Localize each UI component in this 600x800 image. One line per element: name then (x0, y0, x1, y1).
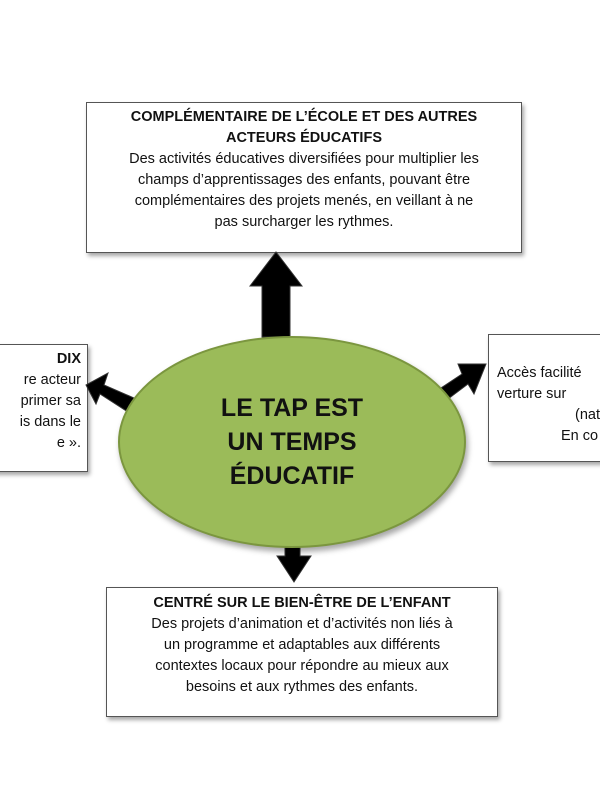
central-label (221, 391, 363, 493)
central-label-line: LE TAP EST (220, 394, 364, 422)
bottom-box-body-line: Des projets d’animation et d’activités non liés à (151, 616, 453, 632)
central-ellipse (118, 336, 466, 548)
top-box-title-line: COMPLÉMENTAIRE DE L’ÉCOLE ET DES AUTRES (130, 109, 478, 125)
top-box-body-line: complémentaires des projets menés, en veillant à ne (134, 193, 474, 209)
left-box-body-line: e ». (56, 435, 81, 451)
top-box-title-line: ACTEURS ÉDUCATIFS (225, 130, 382, 146)
top-box-body-line: Des activités éducatives diversifiées pour multiplier les (129, 151, 479, 167)
top-box-body-line: pas surcharger les rythmes. (214, 214, 394, 230)
bottom-box-body-line: contextes locaux pour répondre au mieux aux (155, 658, 449, 674)
top-box-body-line: champs d’apprentissages des enfants, pouvant être (137, 172, 471, 188)
arrow-up-icon (250, 252, 302, 337)
bottom-box-body-line: un programme et adaptables aux différents (163, 637, 441, 653)
central-label-line: UN TEMPS (227, 428, 357, 456)
bottom-box-title: CENTRÉ SUR LE BIEN-ÊTRE DE L’ENFANT (153, 595, 451, 611)
right-box-body-line: Accès facilité (497, 365, 582, 381)
bottom-box-body-line: besoins et aux rythmes des enfants. (185, 679, 419, 695)
right-box-body-line: En co (561, 428, 599, 444)
central-label-line: ÉDUCATIF (229, 462, 355, 490)
left-box-body-line: re acteur (23, 372, 81, 388)
right-box-body-line: verture sur (497, 386, 567, 402)
left-box-title: DIX (56, 351, 81, 367)
right-box-body-line: (nat (575, 407, 600, 423)
left-box-body-line: is dans le (19, 414, 81, 430)
left-box-body-line: primer sa (20, 393, 81, 409)
